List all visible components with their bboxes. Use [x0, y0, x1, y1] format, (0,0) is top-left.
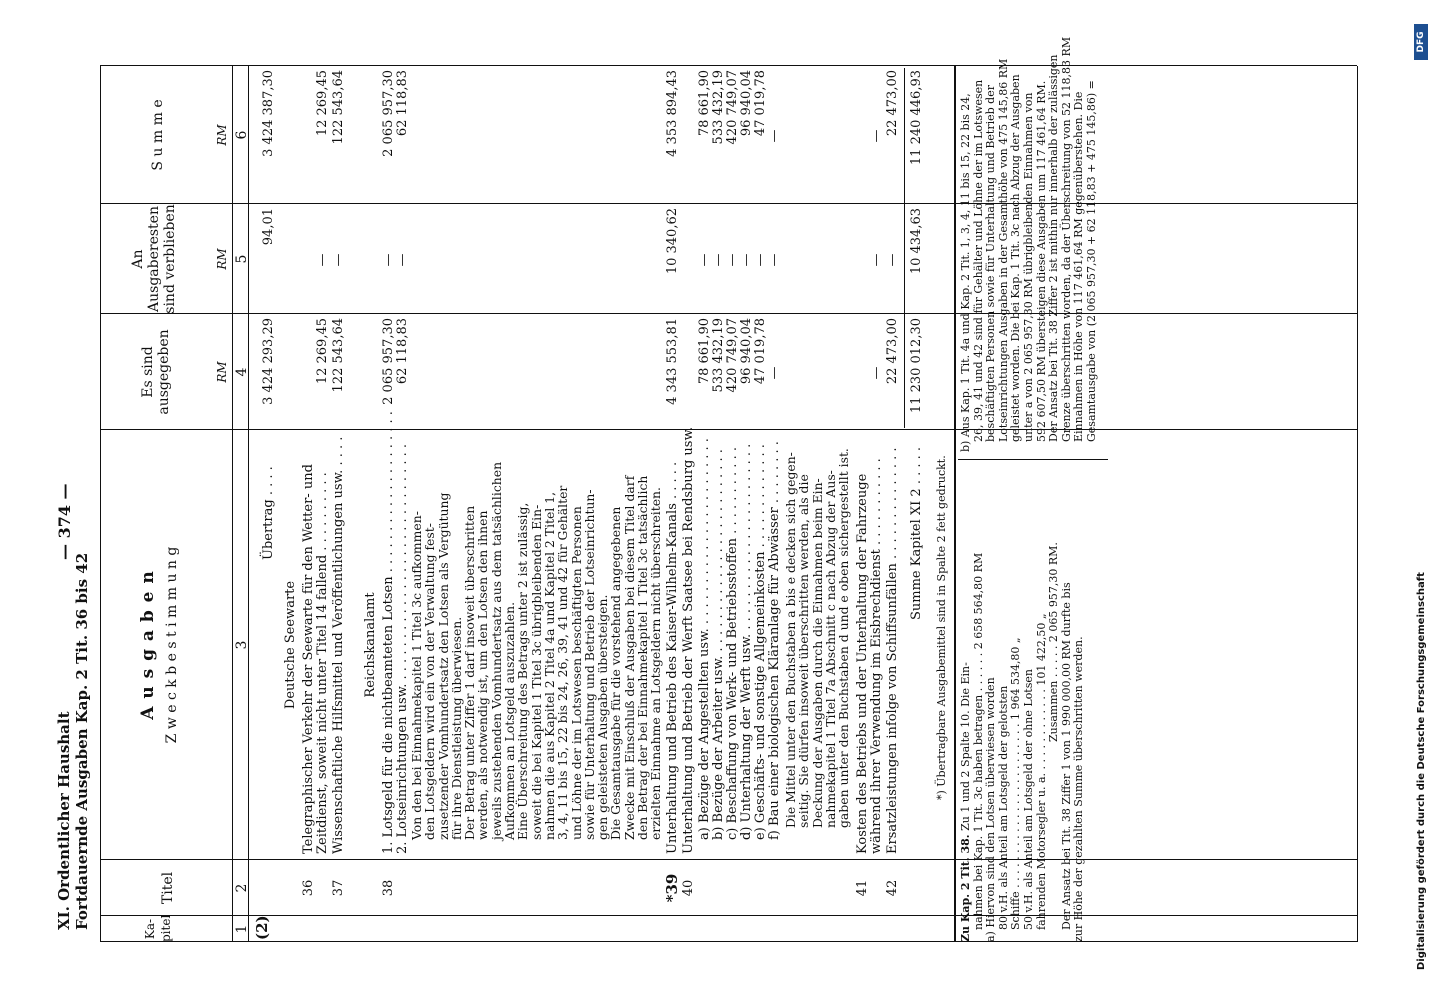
- label-40b: b) Bezüge der Arbeiter usw. . . . . . . . . . . . . . . . . . . . . . . . . .: [711, 449, 726, 840]
- note-right-line: beschäftigten Personen sowie für Unterhaltung und Betrieb der: [984, 85, 998, 442]
- col-head-zweck: Z w e c k b e s t i m m u n g: [164, 546, 180, 744]
- col5-36: —: [315, 253, 330, 267]
- titel-37: 37: [331, 879, 346, 897]
- col4-37: 122 543,64: [331, 318, 346, 393]
- uebertrag-col4: 3 424 293,29: [261, 318, 276, 405]
- subsection-title: Fortdauernde Ausgaben Kap. 2 Tit. 36 bis 42: [73, 552, 91, 930]
- titel-39: *39: [663, 873, 681, 903]
- col6-40c: 420 749,07: [725, 70, 740, 145]
- note-left-line: Der Ansatz bei Tit. 38 Ziffer 1 von 1 990 000,00 RM durfte bis: [1059, 582, 1073, 930]
- note-38-line: den Lotsgeldern wird ein von der Verwaltung fest-: [422, 523, 438, 840]
- col-rule-4: [100, 313, 1357, 314]
- note-38-line: Von den bei Einnahmekapitel 1 Titel 3c aufkommen-: [409, 511, 424, 840]
- col6-39: 4 353 894,43: [665, 70, 680, 157]
- col6-37: 122 543,64: [331, 70, 346, 145]
- page-number: — 374 —: [55, 483, 74, 560]
- note-38-line: Aufkommen an Lotsgeld auszuzahlen.: [502, 601, 518, 840]
- col6-40b: 533 432,19: [711, 70, 726, 145]
- table-top-rule: [100, 66, 101, 942]
- text-38-item2: 2. Lotseinrichtungen usw. . . . . . . . . . . . . . . . . . . . . . . . . . . . . .: [395, 443, 410, 854]
- col5-38-1: —: [381, 253, 396, 267]
- summe-col4: 11 230 012,30: [909, 318, 924, 414]
- uebertrag-label: Übertrag . . . .: [261, 466, 276, 560]
- col4-38-1: 2 065 957,30: [381, 318, 396, 405]
- note-38-line: erzielten Einnahme an Lotsgeldern nicht überschreiten.: [648, 487, 664, 840]
- label-40c: c) Beschaffung von Werk- und Betriebsstoffen . . . . . . . . . . .: [725, 447, 740, 840]
- col4-41: —: [869, 366, 884, 380]
- col4-36: 12 269,45: [315, 318, 330, 385]
- note-38-line: zusetzender Vomhundertsatz den Lotsen als Vergütung: [435, 492, 451, 840]
- col6-36: 12 269,45: [315, 70, 330, 137]
- col6-38-2: 62 118,83: [395, 70, 410, 137]
- note-38-line: den Betrag der bei Einnahmekapitel 1 Titel 3c tatsächlich: [635, 475, 651, 840]
- col6-42: 22 473,00: [885, 70, 900, 137]
- note-40-line: seitig. Sie dürfen insoweit überschritten werden, als die: [796, 474, 812, 828]
- col-head-titel: Titel: [160, 871, 176, 905]
- col-rule-5: [100, 203, 1357, 204]
- text-42: Ersatzleistungen infolge von Schiffsunfällen . . . . . . . . . . . . . .: [885, 447, 900, 854]
- note-40-line: Die Mittel unter den Buchstaben a bis e decken sich gegen-: [783, 452, 798, 828]
- col4-40d: 96 940,04: [739, 318, 754, 385]
- note-38-line: sowie für Unterhaltung und Betrieb der Lotseinrichtun-: [581, 489, 597, 840]
- note-right-line: 592 607,50 RM übersteigen diese Ausgaben um 117 461,64 RM.: [1034, 80, 1048, 442]
- note-right-line: Gesamtausgabe von (2 065 957,30 + 62 118,83 + 475 145,86) =: [1084, 80, 1098, 442]
- col5-40b: —: [711, 253, 726, 267]
- footnote-star: *) Übertragbare Ausgabemittel sind in Spalte 2 fett gedruckt.: [935, 455, 948, 800]
- col-num-6: 6: [234, 130, 250, 140]
- note-left-line: 50 v.H. als Anteil am Lotsgeld der ohne Lotsen: [1021, 669, 1035, 930]
- col-head-summe: S u m m e: [150, 99, 166, 171]
- notes-divider: [958, 459, 1108, 460]
- currency-col5: RM: [215, 248, 229, 270]
- col6-38-1: 2 065 957,30: [381, 70, 396, 157]
- col-rule-6: [100, 65, 1357, 66]
- note-38: [410, 462, 663, 840]
- note-right-line: 26, 39, 41 und 42 sind für Gehälter und Löhne der im Lotswesen: [971, 79, 985, 442]
- col5-39: 10 340,62: [665, 208, 680, 275]
- note-left-title: Zu Kap. 2 Tit. 38.: [959, 834, 972, 942]
- dfg-note: Digitalisierung gefördert durch die Deutsche Forschungsgemeinschaft: [1416, 572, 1427, 970]
- note-left-line: zur Höhe der gezahlten Summe überschritten werden.: [1072, 636, 1086, 942]
- col-num-4: 4: [234, 367, 250, 377]
- col6-40f: —: [767, 129, 782, 143]
- col4-38-2: 62 118,83: [395, 318, 410, 385]
- note-38-line: Der Betrag unter Ziffer 1 darf insoweit überschritten: [462, 505, 478, 840]
- note-38-line: für ihre Dienstleistung überwiesen.: [448, 616, 464, 840]
- uebertrag-col5: 94,01: [261, 208, 276, 246]
- group-seewarte: Deutsche Seewarte: [283, 580, 298, 710]
- currency-col6: RM: [215, 124, 229, 146]
- titel-40: 40: [681, 879, 696, 897]
- note-left-line: nahmen bei Kap. 1 Tit. 3c haben betragen . . . . . . 2 658 564,80 RM: [971, 552, 985, 930]
- col4-42: 22 473,00: [885, 318, 900, 385]
- summe-col5: 10 434,63: [909, 208, 924, 275]
- col6-40e: 47 019,78: [753, 70, 768, 137]
- note-38-line: Eine Überschreitung des Betrags unter 2 ist zulässig,: [515, 502, 531, 840]
- kapitel-number: (2): [253, 915, 271, 940]
- col-num-5: 5: [234, 254, 250, 264]
- note-left-line: fahrenden Motorsegler u. a. . . . . . . . . . . . . 101 422,50 „: [1034, 613, 1048, 930]
- col4-40f: —: [767, 366, 782, 380]
- col4-40b: 533 432,19: [711, 318, 726, 393]
- uebertrag-col6: 3 424 387,30: [261, 70, 276, 157]
- col5-40d: —: [739, 253, 754, 267]
- note-right-line: Der Ansatz bei Tit. 38 Ziffer 2 ist mithin nur innerhalb der zulässigen: [1047, 54, 1061, 442]
- text-38-item1: 1. Lotsgeld für die nichtbeamteten Lotsen . . . . . . . . . . . . . . . . . . . .: [381, 411, 396, 854]
- note-left-line: Zu 1 und 2 Spalte 10. Die Ein-: [959, 662, 972, 831]
- text-40: Unterhaltung und Betrieb der Werft Saatsee bei Rendsburg usw.: [681, 426, 696, 854]
- note-38-line: gen geleisteten Ausgaben übersteigen.: [595, 594, 611, 840]
- table-bottom-rule: [1357, 66, 1358, 942]
- col-num-2: 2: [234, 883, 250, 893]
- label-40f: f) Bau einer biologischen Kläranlage für Abwässer . . . . . . . .: [767, 441, 782, 840]
- note-right-line: Lotseinrichtungen Ausgaben in der Gesamthöhe von 475 145,86 RM: [996, 58, 1010, 442]
- col4-40a: 78 661,90: [697, 318, 712, 385]
- col-head-ausgaben: A u s g a b e n: [138, 570, 158, 720]
- label-40e: e) Geschäfts- und sonstige Allgemeinkosten . . . . . . . . . . . . .: [753, 444, 768, 840]
- col5-42: —: [885, 253, 900, 267]
- note-left-line: 80 v.H. als Anteil am Lotsgeld der gelotsten: [996, 685, 1010, 930]
- col-num-1: 1: [234, 924, 250, 934]
- col6-41: —: [869, 129, 884, 143]
- note-40-line: nahmekapitel 1 Titel 7a Abschnitt c nach Abzug der Aus-: [822, 470, 838, 828]
- note-38-line: Die Gesamtausgabe für die vorstehend angegebenen: [608, 506, 624, 840]
- col5-40e: —: [753, 253, 768, 267]
- col5-38-2: —: [395, 253, 410, 267]
- note-38-line: und Löhne der im Lotswesen beschäftigten Personen: [568, 506, 584, 840]
- col-head-ausgabereste: An Ausgaberesten sind verblieben: [130, 204, 178, 314]
- text-41: Kosten des Betriebs und der Unterhaltung der Fahrzeuge während ihrer Verwendung im Eisbrechdienst . . . . . . . . . . .: [855, 458, 884, 854]
- note-38-line: nahmen die aus Kapitel 2 Titel 4a und Kapitel 2 Titel 1,: [541, 491, 557, 840]
- col-head-ausgegeben: Es sind ausgegeben: [140, 329, 172, 415]
- summe-label: Summe Kapitel XI 2 . . . . .: [909, 446, 924, 620]
- col5-40a: —: [697, 253, 712, 267]
- group-reichskanal: Reichskanalamt: [363, 592, 378, 698]
- titel-41: 41: [855, 879, 870, 897]
- titel-36: 36: [301, 879, 316, 897]
- label-40a: a) Bezüge der Angestellten usw. . . . . . . . . . . . . . . . . . . . . . . .: [697, 438, 712, 840]
- header-number-rule: [232, 66, 233, 942]
- col5-41: —: [869, 253, 884, 267]
- note-right-line: unter a von 2 065 957,30 RM übrigbleibenden Einnahmen von: [1021, 92, 1035, 442]
- titel-38: 38: [381, 879, 396, 897]
- col4-40c: 420 749,07: [725, 318, 740, 393]
- note-40-line: Deckung der Ausgaben durch die Einnahmen beim Ein-: [809, 478, 825, 828]
- col5-40f: —: [767, 253, 782, 267]
- col5-37: —: [331, 253, 346, 267]
- note-38-line: Zwecke mit Einschluß der Ausgaben bei diesem Titel darf: [621, 475, 637, 840]
- note-right-line: b) Aus Kap. 1 Tit. 4a und Kap. 2 Tit. 1, 3, 4, 11 bis 15, 22 bis 24,: [959, 93, 972, 452]
- note-right-line: geleistet worden. Die bei Kap. 1 Tit. 3c nach Abzug der Ausgaben: [1009, 74, 1023, 442]
- note-38-line: soweit die bei Kapitel 1 Titel 3c übrigbleibenden Ein-: [528, 504, 544, 840]
- text-37: Wissenschaftliche Hilfsmittel und Veröffentlichungen usw. . . . .: [331, 436, 346, 854]
- col-head-kapitel: Ka- pitel: [143, 914, 173, 942]
- note-40-line: gaben unter den Buchstaben d und e oben sichergestellt ist.: [836, 448, 852, 828]
- text-39: Unterhaltung und Betrieb des Kaiser-Wilhelm-Kanals . . . . .: [665, 461, 680, 854]
- col4-39: 4 343 553,81: [665, 318, 680, 405]
- note-left-line: Schiffe . . . . . . . . . . . . . . . . . . . . . . . . 1 964 534,80 „: [1009, 637, 1023, 930]
- col-num-3: 3: [234, 640, 250, 650]
- note-left-block: [960, 462, 1086, 942]
- currency-col4: RM: [215, 361, 229, 383]
- note-38-line: 3, 4, 11 bis 15, 22 bis 24, 26, 39, 41 und 42 für Gehälter: [555, 485, 571, 840]
- col6-40d: 96 940,04: [739, 70, 754, 137]
- note-right-line: Einnahmen in Höhe von 117 461,64 RM gegenüberstehen. Die: [1072, 91, 1086, 442]
- col-rule-1: [100, 915, 1357, 916]
- note-40: [784, 448, 850, 828]
- titel-42: 42: [885, 879, 900, 897]
- sum-rule: [904, 68, 905, 428]
- col4-40e: 47 019,78: [753, 318, 768, 385]
- text-36: Telegraphischer Verkehr der Seewarte für den Wetter- und Zeitdienst, soweit nicht unter Titel 14 fallend . . . . . . . . . .: [301, 464, 330, 854]
- notes-separator: [954, 66, 956, 942]
- note-right-block: [959, 36, 1099, 452]
- note-right-line: Grenze überschritten worden, da der Überschreitung von 52 118,83 RM: [1059, 36, 1073, 442]
- summe-col6: 11 240 446,93: [909, 70, 924, 166]
- note-left-line: Zusammen . . . . . 2 065 957,30 RM.: [1047, 542, 1061, 742]
- note-38-line: jeweils zustehenden Vomhundertsatz aus dem tatsächlichen: [488, 461, 504, 840]
- col-rule-0: [100, 941, 1357, 942]
- section-title: XI. Ordentlicher Haushalt: [55, 711, 73, 930]
- col5-40c: —: [725, 253, 740, 267]
- note-left-line: a) Hiervon sind den Lotsen überwiesen worden: [984, 677, 998, 942]
- dfg-logo: DFG: [1414, 24, 1428, 60]
- label-40d: d) Unterhaltung der Werft usw. . . . . . . . . . . . . . . . . . . . . . . .: [739, 443, 754, 840]
- col6-40a: 78 661,90: [697, 70, 712, 137]
- note-38-line: werden, als notwendig ist, um den Lotsen den ihnen: [475, 510, 491, 840]
